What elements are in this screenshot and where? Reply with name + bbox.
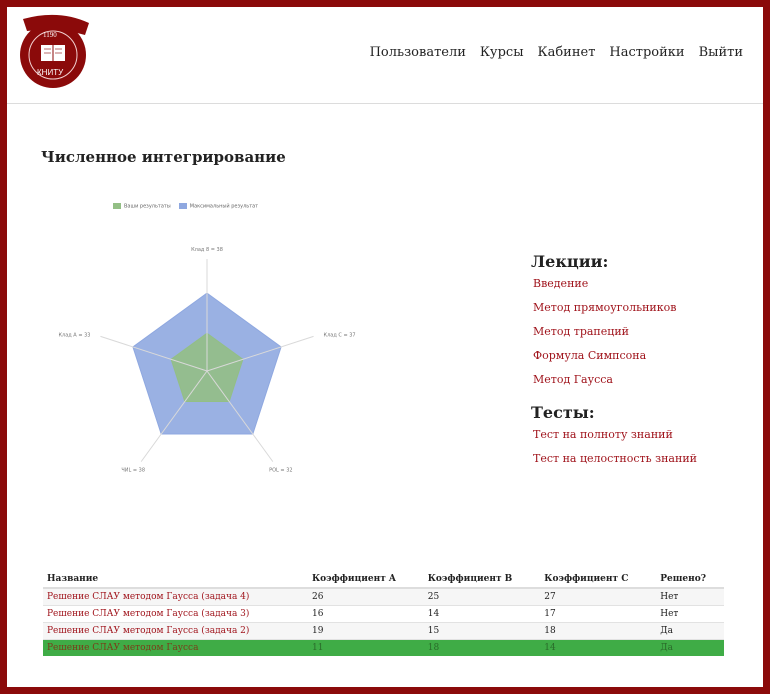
col-header-coef-b: Коэффициент B	[424, 571, 541, 588]
radar-axis-label: ЧИL = 38	[121, 467, 146, 474]
table-row	[43, 623, 724, 640]
cell-coef-a: 26	[308, 588, 424, 606]
cell-coef-c: 18	[540, 623, 656, 640]
lecture-link[interactable]: Введение	[533, 277, 589, 290]
university-logo[interactable]	[19, 13, 91, 89]
main-nav	[370, 45, 743, 60]
tests-heading: Тесты:	[531, 403, 595, 422]
task-link[interactable]: Решение СЛАУ методом Гаусса (задача 3)	[43, 606, 308, 623]
radar-axis-label: РОL = 32	[269, 467, 293, 474]
legend-swatch-yours	[113, 203, 121, 209]
lecture-link[interactable]: Метод прямоугольников	[533, 301, 677, 314]
svg-text:1190: 1190	[43, 31, 57, 39]
task-link[interactable]: Решение СЛАУ методом Гаусса	[43, 640, 308, 657]
col-header-solved: Решено?	[656, 571, 724, 588]
cell-coef-b: 18	[424, 640, 541, 657]
lecture-link[interactable]: Метод Гаусса	[533, 373, 613, 386]
cell-solved: Нет	[656, 588, 724, 606]
page	[7, 7, 763, 687]
legend-label-yours: Ваши результаты	[124, 203, 171, 210]
nav-users[interactable]: Пользователи	[369, 45, 466, 60]
nav-cabinet[interactable]: Кабинет	[537, 45, 596, 60]
lecture-link[interactable]: Метод трапеций	[533, 325, 630, 338]
table-header-row	[43, 571, 724, 588]
cell-solved: Нет	[656, 606, 724, 623]
cell-coef-a: 16	[308, 606, 424, 623]
cell-coef-a: 11	[308, 640, 424, 657]
table-row	[43, 606, 724, 623]
cell-solved: Да	[656, 623, 724, 640]
sidebar-materials	[531, 252, 751, 476]
table-row-solved	[43, 640, 724, 657]
legend-item-yours[interactable]	[113, 203, 171, 210]
cell-coef-a: 19	[308, 623, 424, 640]
col-header-coef-c: Коэффициент C	[540, 571, 656, 588]
nav-settings[interactable]: Настройки	[609, 45, 685, 60]
test-link[interactable]: Тест на полноту знаний	[533, 428, 673, 441]
nav-logout[interactable]: Выйти	[698, 45, 743, 60]
radar-axis-label: Клад А = 33	[58, 332, 91, 339]
task-link[interactable]: Решение СЛАУ методом Гаусса (задача 2)	[43, 623, 308, 640]
page-title: Численное интегрирование	[41, 148, 286, 166]
radar-axis-label: Клад 8 = 38	[191, 247, 223, 253]
col-header-name: Название	[43, 571, 308, 588]
cell-coef-c: 27	[540, 588, 656, 606]
radar-axis-label: Клад С = 37	[323, 332, 356, 339]
lecture-link[interactable]: Формула Симпсона	[533, 349, 647, 362]
legend-item-max[interactable]	[179, 203, 258, 210]
chart-legend	[113, 203, 258, 210]
cell-solved: Да	[656, 640, 724, 657]
radar-chart	[37, 229, 367, 529]
tasks-table	[43, 571, 724, 656]
lectures-heading: Лекции:	[531, 252, 609, 271]
svg-text:КНИТУ: КНИТУ	[37, 68, 64, 77]
cell-coef-b: 14	[424, 606, 541, 623]
cell-coef-b: 25	[424, 588, 541, 606]
col-header-coef-a: Коэффициент A	[308, 571, 424, 588]
test-link[interactable]: Тест на целостность знаний	[533, 452, 697, 465]
cell-coef-b: 15	[424, 623, 541, 640]
nav-courses[interactable]: Курсы	[479, 45, 524, 60]
legend-label-max: Максимальный результат	[189, 203, 259, 210]
task-link[interactable]: Решение СЛАУ методом Гаусса (задача 4)	[43, 588, 308, 606]
table-row	[43, 588, 724, 606]
header	[7, 7, 763, 104]
cell-coef-c: 14	[540, 640, 656, 657]
legend-swatch-max	[179, 203, 187, 209]
cell-coef-c: 17	[540, 606, 656, 623]
